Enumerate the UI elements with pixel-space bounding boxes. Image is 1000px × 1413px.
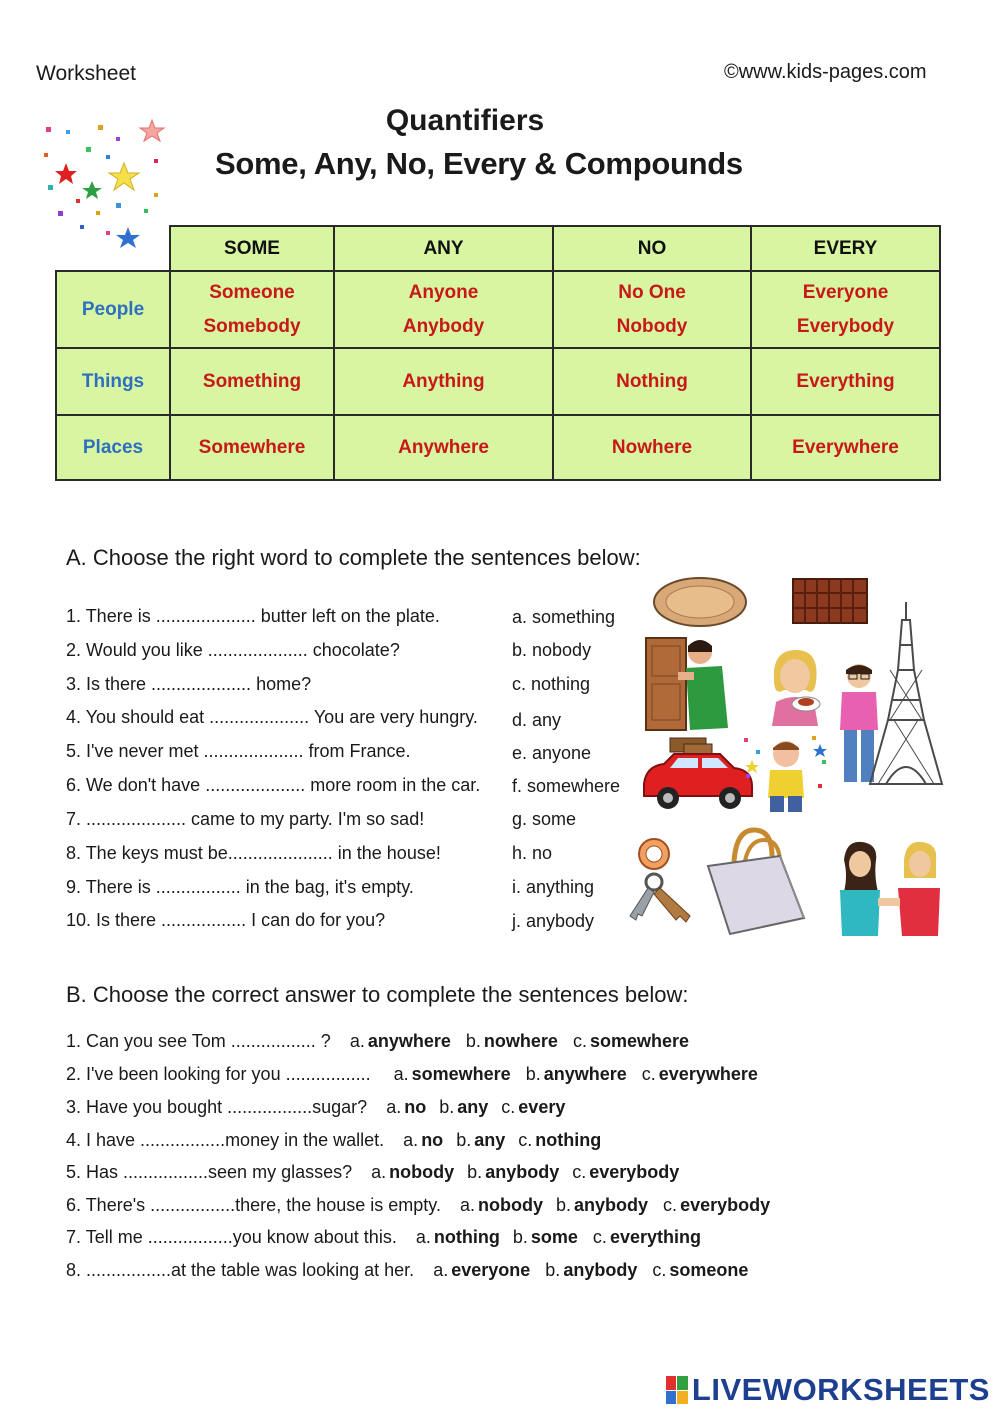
choice-letter: a. bbox=[386, 1097, 402, 1117]
choice-letter: a. bbox=[393, 1064, 409, 1084]
word: Everything bbox=[796, 370, 895, 392]
word: Everyone bbox=[802, 281, 889, 303]
choice-letter: c. bbox=[501, 1097, 516, 1117]
page-subtitle: Some, Any, No, Every & Compounds bbox=[215, 146, 743, 181]
chocolate-icon bbox=[792, 578, 868, 624]
choice-word: nobody bbox=[389, 1162, 455, 1182]
door-knocking-icon bbox=[642, 632, 732, 732]
row-header-people bbox=[55, 270, 171, 349]
choice-letter: b. bbox=[439, 1097, 455, 1117]
choice-word: every bbox=[518, 1097, 566, 1117]
section-b-title: B. Choose the correct answer to complete the sentences below: bbox=[66, 982, 689, 1007]
option-i: i. anything bbox=[512, 877, 595, 897]
choice-word: nowhere bbox=[483, 1031, 558, 1051]
table-cell bbox=[169, 270, 335, 349]
choice-word: anybody bbox=[574, 1195, 649, 1215]
word: Nothing bbox=[616, 370, 688, 392]
quantifier-table bbox=[55, 225, 941, 481]
question-b8 bbox=[66, 1260, 748, 1281]
word: Nowhere bbox=[611, 436, 693, 458]
word: Anywhere bbox=[398, 436, 489, 458]
col-header-some bbox=[169, 225, 335, 272]
sentence-a6: 6. We don't have .................... more room in the car. bbox=[66, 775, 481, 795]
col-header-label: EVERY bbox=[813, 237, 878, 259]
choice-word: somewhere bbox=[411, 1064, 511, 1084]
logo-badge-icon bbox=[666, 1376, 688, 1404]
col-header-label: NO bbox=[637, 237, 667, 259]
choice-letter: b. bbox=[556, 1195, 572, 1215]
word: Someone bbox=[209, 281, 295, 303]
word: Somewhere bbox=[198, 436, 306, 458]
page-title: Quantifiers bbox=[385, 104, 545, 137]
choice-word: everybody bbox=[589, 1162, 680, 1182]
question-b3 bbox=[66, 1097, 565, 1118]
choice-letter: a. bbox=[415, 1227, 431, 1247]
col-header-label: ANY bbox=[423, 237, 464, 259]
option-e: e. anyone bbox=[512, 743, 592, 763]
choice-letter: c. bbox=[572, 1162, 587, 1182]
sentence-a10: 10. Is there ................. I can do for you? bbox=[66, 910, 386, 930]
table-cell bbox=[552, 347, 752, 416]
sentence-a4: 4. You should eat .................... You are very hungry. bbox=[66, 707, 478, 727]
choice-word: anywhere bbox=[367, 1031, 451, 1051]
choice-letter: c. bbox=[652, 1260, 667, 1280]
word: Anyone bbox=[408, 281, 479, 303]
site-credit: ©www.kids-pages.com bbox=[724, 61, 927, 83]
col-header-label: SOME bbox=[224, 237, 280, 259]
girl-eating-icon bbox=[762, 646, 832, 726]
word: No One bbox=[618, 281, 686, 303]
choice-word: no bbox=[404, 1097, 427, 1117]
question-b6 bbox=[66, 1195, 770, 1216]
word: Everybody bbox=[796, 315, 895, 337]
table-cell bbox=[333, 270, 554, 349]
choice-word: anybody bbox=[563, 1260, 638, 1280]
option-a: a. something bbox=[512, 607, 616, 627]
question-b2 bbox=[66, 1064, 758, 1085]
choice-letter: b. bbox=[512, 1227, 528, 1247]
option-j: j. anybody bbox=[512, 911, 595, 931]
sentence-a1: 1. There is .................... butter left on the plate. bbox=[66, 606, 440, 626]
question-text: 7. Tell me .................you know about this. bbox=[66, 1227, 397, 1247]
word: Anybody bbox=[402, 315, 485, 337]
choice-word: everywhere bbox=[658, 1064, 758, 1084]
col-header-no bbox=[552, 225, 752, 272]
choice-letter: c. bbox=[518, 1130, 533, 1150]
table-cell bbox=[333, 414, 554, 481]
question-b5 bbox=[66, 1162, 679, 1183]
question-text: 5. Has .................seen my glasses? bbox=[66, 1162, 353, 1182]
option-d: d. any bbox=[512, 710, 562, 730]
liveworksheets-logo[interactable] bbox=[666, 1372, 990, 1408]
choice-word: everybody bbox=[680, 1195, 771, 1215]
choice-word: nothing bbox=[535, 1130, 602, 1150]
col-header-any bbox=[333, 225, 554, 272]
sentence-a3: 3. Is there .................... home? bbox=[66, 674, 312, 694]
option-f: f. somewhere bbox=[512, 776, 621, 796]
choice-word: no bbox=[421, 1130, 444, 1150]
table-cell bbox=[750, 347, 941, 416]
table-cell bbox=[552, 270, 752, 349]
choice-word: anywhere bbox=[543, 1064, 627, 1084]
table-cell bbox=[333, 347, 554, 416]
logo-text: LIVEWORKSHEETS bbox=[691, 1372, 990, 1407]
choice-letter: c. bbox=[572, 1031, 587, 1051]
question-b7 bbox=[66, 1227, 701, 1248]
section-a-title: A. Choose the right word to complete the sentences below: bbox=[66, 545, 641, 570]
word: Anything bbox=[402, 370, 485, 392]
option-c: c. nothing bbox=[512, 674, 591, 694]
word: Somebody bbox=[203, 315, 301, 337]
table-cell bbox=[169, 347, 335, 416]
sentence-a8: 8. The keys must be..................... in the house! bbox=[66, 843, 441, 863]
plate-icon bbox=[652, 576, 748, 628]
worksheet-label: Worksheet bbox=[36, 62, 136, 85]
row-header-things bbox=[55, 347, 171, 416]
sentence-a5: 5. I've never met .................... from France. bbox=[66, 741, 411, 761]
sad-boy-icon bbox=[740, 730, 832, 814]
choice-word: some bbox=[530, 1227, 578, 1247]
choice-word: anybody bbox=[485, 1162, 560, 1182]
choice-letter: c. bbox=[592, 1227, 607, 1247]
row-header-label: Places bbox=[82, 436, 144, 458]
question-text: 6. There's .................there, the house is empty. bbox=[66, 1195, 441, 1215]
choice-letter: b. bbox=[525, 1064, 541, 1084]
choice-letter: a. bbox=[403, 1130, 419, 1150]
choice-word: any bbox=[474, 1130, 506, 1150]
question-text: 2. I've been looking for you ................. bbox=[66, 1064, 371, 1084]
choice-letter: b. bbox=[456, 1130, 472, 1150]
eiffel-tower-icon bbox=[868, 600, 944, 786]
table-cell bbox=[169, 414, 335, 481]
row-header-label: Things bbox=[81, 370, 145, 392]
choice-letter: b. bbox=[465, 1031, 481, 1051]
question-text: 8. .................at the table was looking at her. bbox=[66, 1260, 415, 1280]
option-h: h. no bbox=[512, 843, 553, 863]
sentence-a7: 7. .................... came to my party. I'm so sad! bbox=[66, 809, 425, 829]
table-cell bbox=[750, 270, 941, 349]
table-cell bbox=[552, 414, 752, 481]
question-b4 bbox=[66, 1130, 601, 1151]
row-header-places bbox=[55, 414, 171, 481]
bag-icon bbox=[704, 826, 808, 938]
choice-letter: a. bbox=[459, 1195, 475, 1215]
choice-word: somewhere bbox=[589, 1031, 689, 1051]
choice-letter: a. bbox=[371, 1162, 387, 1182]
choice-word: nothing bbox=[433, 1227, 500, 1247]
option-b: b. nobody bbox=[512, 640, 592, 660]
choice-word: someone bbox=[669, 1260, 749, 1280]
choice-word: everything bbox=[609, 1227, 701, 1247]
keys-icon bbox=[624, 836, 700, 930]
choice-letter: c. bbox=[641, 1064, 656, 1084]
choice-letter: a. bbox=[349, 1031, 365, 1051]
choice-word: nobody bbox=[477, 1195, 543, 1215]
sentence-a2: 2. Would you like .................... chocolate? bbox=[66, 640, 400, 660]
question-text: 1. Can you see Tom ................. ? bbox=[66, 1031, 331, 1051]
question-text: 4. I have .................money in the wallet. bbox=[66, 1130, 385, 1150]
sentence-a9: 9. There is ................. in the bag, it's empty. bbox=[66, 877, 414, 897]
table-cell bbox=[750, 414, 941, 481]
option-g: g. some bbox=[512, 809, 577, 829]
two-friends-icon bbox=[832, 836, 944, 936]
question-text: 3. Have you bought .................sugar? bbox=[66, 1097, 368, 1117]
word: Something bbox=[202, 370, 302, 392]
question-b1 bbox=[66, 1031, 689, 1052]
col-header-every bbox=[750, 225, 941, 272]
choice-letter: c. bbox=[663, 1195, 678, 1215]
choice-letter: a. bbox=[433, 1260, 449, 1280]
word: Everywhere bbox=[792, 436, 899, 458]
car-icon bbox=[640, 736, 756, 812]
choice-word: any bbox=[457, 1097, 489, 1117]
choice-word: everyone bbox=[451, 1260, 531, 1280]
choice-letter: b. bbox=[545, 1260, 561, 1280]
word: Nobody bbox=[616, 315, 688, 337]
row-header-label: People bbox=[81, 298, 145, 320]
choice-letter: b. bbox=[467, 1162, 483, 1182]
